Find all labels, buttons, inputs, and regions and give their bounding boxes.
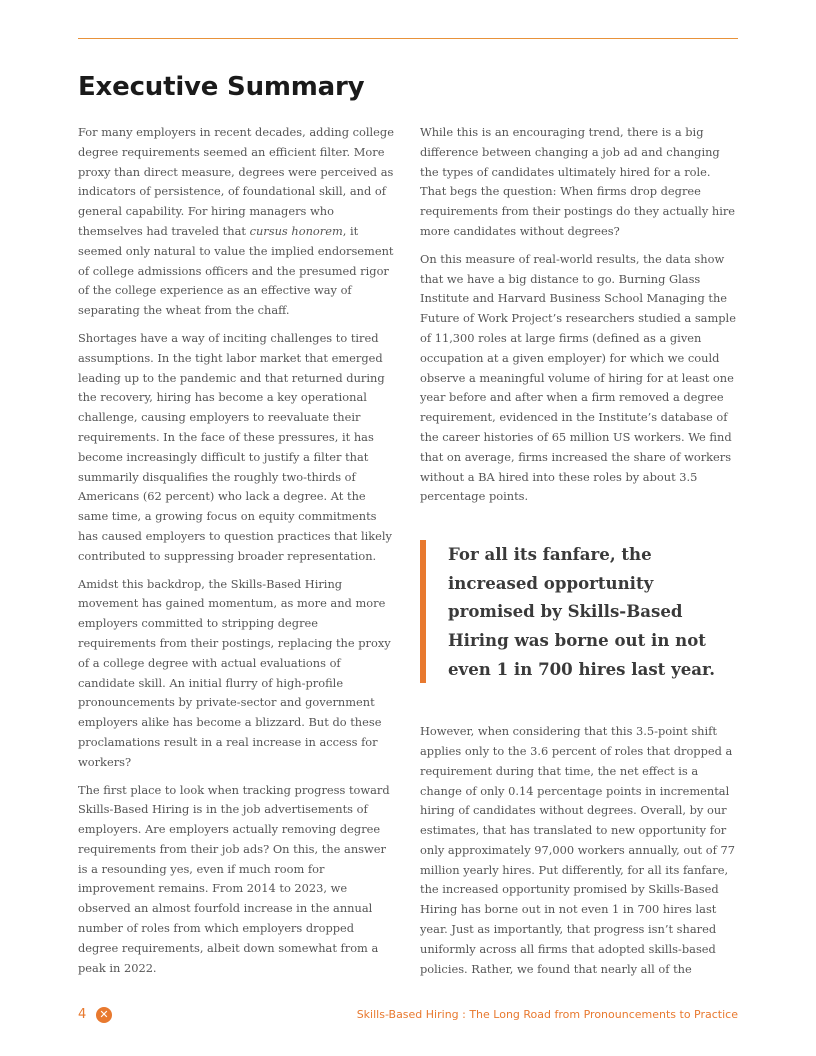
paragraph: Amidst this backdrop, the Skills-Based Hiring movement has gained momentum, as more and more employers committed to stripping degree requirements from their postings, replacing the proxy of a college degree with actual evaluations of candidate skill. An initial flurry of high-profile pronouncements by private-sector and government employers alike has become a blizzard. But do these proclamations result in a real increase in access for workers? xyxy=(78,576,391,769)
paragraph: On this measure of real-world results, the data show that we have a big distance to go. Burning Glass Institute and Harvard Business School Managing the Future of Work Project’s researchers studied a sample of 11,300 roles at large firms (defined as a given occupation at a given employer) for which we could observe a meaningful volume of hiring for at least one year before and after when a firm removed a degree requirement, evidenced in the Institute’s database of the career histories of 65 million US workers. We find that on average, firms increased the share of workers without a BA hired into these roles by about 3.5 percentage points. xyxy=(420,251,736,504)
paragraph: However, when considering that this 3.5-point shift applies only to the 3.6 percent of roles that dropped a requirement during that time, the net effect is a change of only 0.14 percentage points in incremental hiring of candidates without degrees. Overall, by our estimates, that has translated to new opportunity for only approximately 97,000 workers annually, out of 77 million yearly hires. Put differently, for all its fanfare, the increased opportunity promised by Skills-Based Hiring has borne out in not even 1 in 700 hires last year. Just as importantly, that progress isn’t shared uniformly across all firms that adopted skills-based policies. Rather, we found that nearly all of the xyxy=(420,724,735,976)
right-column xyxy=(420,123,738,987)
page-title: Executive Summary xyxy=(78,72,365,102)
paragraph: While this is an encouraging trend, there is a big difference between changing a job ad and changing the types of candidates ultimately hired for a role. That begs the question: When firms drop degree requirements from their postings do they actually hire more candidates without degrees? xyxy=(420,125,736,238)
report-title: Skills-Based Hiring : The Long Road from Pronouncements to Practice xyxy=(356,1008,738,1021)
paragraph: Shortages have a way of inciting challenges to tired assumptions. In the tight labor market that emerged leading up to the pandemic and that returned during the recovery, hiring has become a key operational challenge, causing employers to reevaluate their requirements. In the face of these pressures, it has become increasingly difficult to justify a filter that summarily disqualifies the roughly two-thirds of Americans (62 percent) who lack a degree. At the same time, a growing focus on equity commitments has caused employers to question practices that likely contributed to suppressing broader representation. xyxy=(78,330,392,563)
header-rule xyxy=(78,38,738,39)
latin-phrase: cursus honorem xyxy=(249,223,343,238)
x-circle-icon: ✕ xyxy=(96,1007,112,1023)
page-number: 4 xyxy=(78,1007,87,1022)
pull-quote: For all its fanfare, the increased opportunity promised by Skills-Based Hiring was borne out in not even 1 in 700 hires last year. xyxy=(420,540,738,683)
paragraph: The first place to look when tracking progress toward Skills-Based Hiring is in the job advertisements of employers. Are employers actually removing degree requirements from their job ads? On this, the answer is a resounding yes, even if much room for improvement remains. From 2014 to 2023, we observed an almost fourfold increase in the annual number of roles from which employers dropped degree requirements, albeit down somewhat from a peak in 2022. xyxy=(78,782,390,975)
paragraph: For many employers in recent decades, adding college degree requirements seemed an efficient filter. More proxy than direct measure, degrees were perceived as indicators of persistence, of foundational skill, and of general capability. For hiring managers who themselves had traveled that cursus honorem, it seemed only natural to value the implied endorsement of college admissions officers and the presumed rigor of the college experience as an effective way of separating the wheat from the chaff. xyxy=(78,125,394,318)
left-column xyxy=(78,123,396,986)
